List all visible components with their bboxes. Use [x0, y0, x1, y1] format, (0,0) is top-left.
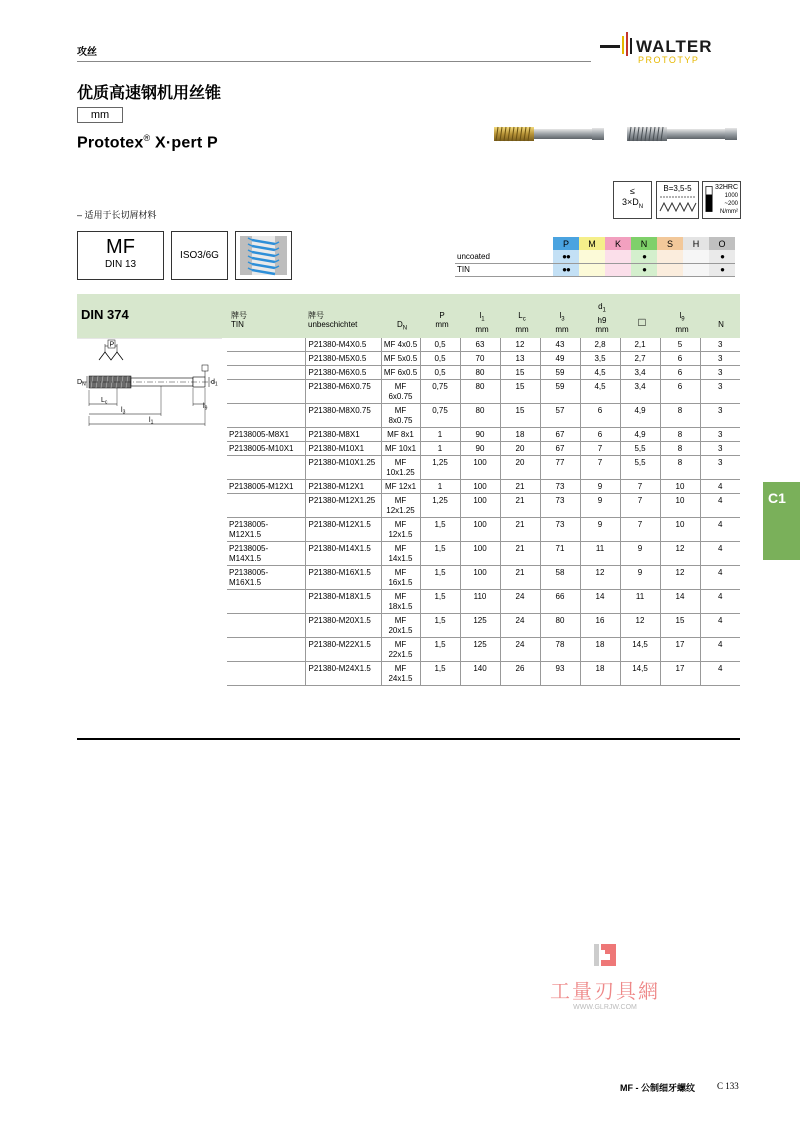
table-cell: 12: [660, 542, 700, 566]
watermark-text: 工量刃具網: [550, 981, 660, 1003]
table-cell: 21: [500, 518, 540, 542]
table-cell: 4,5: [580, 366, 620, 380]
table-cell: 1,5: [420, 590, 460, 614]
table-cell: P2138005-M12X1: [227, 480, 305, 494]
table-row: [227, 366, 740, 380]
table-cell: 80: [540, 614, 580, 638]
table-cell: 0,75: [420, 404, 460, 428]
table-cell: 3: [700, 352, 740, 366]
table-cell: 15: [660, 614, 700, 638]
table-title: DIN 374: [81, 307, 129, 322]
table-cell: MF 6x0.5: [381, 366, 420, 380]
table-cell: 1,5: [420, 518, 460, 542]
table-cell: P21380-M4X0.5: [305, 338, 381, 352]
table-cell: 24: [500, 614, 540, 638]
table-cell: 1,25: [420, 494, 460, 518]
mat-col-k: K: [605, 237, 631, 250]
table-cell: 9: [620, 566, 660, 590]
table-cell: MF 10x1: [381, 442, 420, 456]
table-cell: [227, 404, 305, 428]
table-cell: 67: [540, 428, 580, 442]
mat-col-n: N: [631, 237, 657, 250]
tap-image-tin: [492, 124, 607, 144]
table-cell: MF 20x1.5: [381, 614, 420, 638]
table-cell: 17: [660, 662, 700, 686]
table-cell: 8: [660, 442, 700, 456]
table-cell: 3: [700, 338, 740, 352]
table-cell: P21380-M18X1.5: [305, 590, 381, 614]
table-cell: 13: [500, 352, 540, 366]
table-cell: 7: [620, 480, 660, 494]
table-cell: MF 22x1.5: [381, 638, 420, 662]
table-cell: 4,5: [580, 380, 620, 404]
table-cell: 5: [660, 338, 700, 352]
table-cell: 9: [580, 518, 620, 542]
table-cell: 8: [660, 456, 700, 480]
table-cell: 1,5: [420, 542, 460, 566]
table-row: [227, 352, 740, 366]
product-name-main: Prototex: [77, 134, 144, 152]
table-cell: 4: [700, 614, 740, 638]
table-cell: [227, 456, 305, 480]
table-cell: 93: [540, 662, 580, 686]
table-cell: [227, 590, 305, 614]
table-cell: 6: [660, 352, 700, 366]
table-cell: 80: [460, 380, 500, 404]
table-cell: 4: [700, 638, 740, 662]
product-title: 优质高速钢机用丝锥: [77, 85, 222, 102]
table-cell: 2,1: [620, 338, 660, 352]
header-l1: $l_1$ mm: [475, 311, 489, 334]
table-cell: 5,5: [620, 456, 660, 480]
table-cell: 1,5: [420, 662, 460, 686]
table-cell: 10: [660, 518, 700, 542]
table-cell: MF 8x1: [381, 428, 420, 442]
table-cell: 14: [580, 590, 620, 614]
table-cell: MF 14x1.5: [381, 542, 420, 566]
table-cell: 78: [540, 638, 580, 662]
header-dn: $D_N$: [396, 320, 408, 332]
table-cell: 59: [540, 366, 580, 380]
product-table: [227, 338, 740, 686]
table-cell: 4: [700, 542, 740, 566]
drawing-l9: $l_9$: [203, 403, 208, 412]
table-cell: 20: [500, 442, 540, 456]
table-cell: 3: [700, 380, 740, 404]
table-cell: 3,5: [580, 352, 620, 366]
table-cell: P21380-M10X1: [305, 442, 381, 456]
table-cell: 20: [500, 456, 540, 480]
thread-type-box: [77, 231, 164, 280]
header-l9: $l_9$ mm: [675, 311, 689, 334]
drawing-l1: $l_1$: [149, 417, 154, 426]
table-cell: P21380-M5X0.5: [305, 352, 381, 366]
table-cell: 1,5: [420, 614, 460, 638]
table-cell: 66: [540, 590, 580, 614]
table-cell: MF 5x0.5: [381, 352, 420, 366]
table-row: [227, 494, 740, 518]
table-cell: 8: [660, 404, 700, 428]
table-cell: 1,5: [420, 566, 460, 590]
table-cell: 9: [580, 494, 620, 518]
table-row: [227, 456, 740, 480]
table-cell: MF 16x1.5: [381, 566, 420, 590]
table-cell: 4: [700, 662, 740, 686]
table-cell: 4,9: [620, 428, 660, 442]
table-cell: 1,5: [420, 638, 460, 662]
table-cell: P2138005- M16X1.5: [227, 566, 305, 590]
table-cell: MF 12x1.5: [381, 518, 420, 542]
table-cell: 1,25: [420, 456, 460, 480]
table-cell: 110: [460, 590, 500, 614]
hrc-top: 32HRC: [715, 184, 738, 191]
watermark-logo-icon: [590, 940, 620, 970]
logo-word: WALTER: [636, 37, 713, 56]
table-cell: 6: [580, 404, 620, 428]
table-cell: P2138005- M14X1.5: [227, 542, 305, 566]
table-cell: MF 10x1.25: [381, 456, 420, 480]
table-cell: 80: [460, 366, 500, 380]
table-cell: 12: [500, 338, 540, 352]
table-cell: [227, 614, 305, 638]
header-tin: 牌号 TIN: [231, 311, 247, 329]
table-cell: 8: [660, 428, 700, 442]
table-cell: [227, 380, 305, 404]
table-cell: 73: [540, 518, 580, 542]
depth-line2: 3×D: [621, 197, 639, 207]
table-cell: 3: [700, 428, 740, 442]
table-cell: P2138005- M12X1.5: [227, 518, 305, 542]
page-number: C 133: [717, 1081, 739, 1091]
header-d1: $d_1$ h9 mm: [595, 302, 609, 334]
table-cell: 71: [540, 542, 580, 566]
table-cell: 125: [460, 614, 500, 638]
table-cell: 140: [460, 662, 500, 686]
table-cell: 21: [500, 542, 540, 566]
table-cell: P2138005-M8X1: [227, 428, 305, 442]
table-cell: MF 4x0.5: [381, 338, 420, 352]
table-cell: 24: [500, 638, 540, 662]
table-cell: P21380-M6X0.75: [305, 380, 381, 404]
table-cell: 3: [700, 404, 740, 428]
table-cell: MF 12x1: [381, 480, 420, 494]
table-cell: 4: [700, 480, 740, 494]
table-row: [227, 404, 740, 428]
table-cell: 24: [500, 590, 540, 614]
table-cell: 1: [420, 480, 460, 494]
header-lc: $L_c$ mm: [515, 311, 529, 334]
table-cell: 100: [460, 480, 500, 494]
table-row: [227, 566, 740, 590]
drawing-l3: $l_3$: [121, 407, 126, 416]
table-cell: 7: [620, 494, 660, 518]
table-row: [227, 442, 740, 456]
table-cell: 4: [700, 566, 740, 590]
table-cell: P21380-M12X1.25: [305, 494, 381, 518]
mat-row-tin: TIN ●● ● ●: [455, 263, 735, 276]
table-cell: 73: [540, 480, 580, 494]
table-cell: 4: [700, 518, 740, 542]
table-row: [227, 380, 740, 404]
depth-sub: N: [638, 203, 644, 210]
table-cell: 49: [540, 352, 580, 366]
table-cell: 14,5: [620, 662, 660, 686]
table-cell: 59: [540, 380, 580, 404]
mat-row-uncoated: uncoated ●● ● ●: [455, 250, 735, 263]
watermark: [535, 940, 675, 1011]
table-cell: MF 24x1.5: [381, 662, 420, 686]
header-uncoated: 牌号 unbeschichtet: [308, 311, 358, 329]
suitability-note: – 适用于长切屑材料: [77, 210, 157, 220]
mat-col-m: M: [579, 237, 605, 250]
depth-line1: ≤: [630, 186, 635, 196]
table-cell: 77: [540, 456, 580, 480]
table-cell: [227, 338, 305, 352]
table-cell: 4: [700, 494, 740, 518]
table-row: [227, 614, 740, 638]
unit-box: mm: [77, 107, 123, 123]
table-bottom-rule: [77, 738, 740, 740]
table-cell: 12: [660, 566, 700, 590]
table-cell: 7: [620, 518, 660, 542]
table-cell: 9: [580, 480, 620, 494]
table-cell: 43: [540, 338, 580, 352]
table-cell: 90: [460, 428, 500, 442]
table-cell: P21380-M8X0.75: [305, 404, 381, 428]
table-cell: P21380-M10X1.25: [305, 456, 381, 480]
table-cell: MF 8x0.75: [381, 404, 420, 428]
table-cell: 100: [460, 518, 500, 542]
table-cell: P21380-M20X1.5: [305, 614, 381, 638]
table-cell: 6: [580, 428, 620, 442]
table-cell: 17: [660, 638, 700, 662]
table-cell: 100: [460, 566, 500, 590]
table-cell: P21380-M22X1.5: [305, 638, 381, 662]
table-row: [227, 662, 740, 686]
header-n: N: [718, 320, 724, 329]
table-cell: 12: [580, 566, 620, 590]
table-cell: 11: [580, 542, 620, 566]
hardness-icon: [702, 181, 741, 219]
table-cell: 12: [620, 614, 660, 638]
table-cell: 26: [500, 662, 540, 686]
table-cell: 73: [540, 494, 580, 518]
table-cell: 2,8: [580, 338, 620, 352]
table-cell: MF 18x1.5: [381, 590, 420, 614]
table-cell: 3: [700, 442, 740, 456]
table-cell: 4: [700, 590, 740, 614]
table-cell: [227, 494, 305, 518]
section-tab[interactable]: C1: [763, 482, 800, 560]
table-row: [227, 542, 740, 566]
logo-sub: PROTOTYP: [638, 55, 700, 65]
table-cell: 58: [540, 566, 580, 590]
table-cell: 9: [620, 542, 660, 566]
table-cell: 90: [460, 442, 500, 456]
header-p: P mm: [435, 311, 449, 329]
table-cell: P21380-M12X1.5: [305, 518, 381, 542]
table-cell: [227, 662, 305, 686]
table-cell: 0,5: [420, 338, 460, 352]
header-category: 攻丝: [77, 47, 97, 58]
table-cell: 6: [660, 366, 700, 380]
table-cell: 6: [660, 380, 700, 404]
drawing-lc: $L_c$: [101, 397, 108, 406]
table-cell: 63: [460, 338, 500, 352]
mat-col-h: H: [683, 237, 709, 250]
header-square: □: [638, 315, 646, 329]
table-row: [227, 590, 740, 614]
mat-col-p: P: [553, 237, 579, 250]
table-cell: 21: [500, 480, 540, 494]
table-cell: 14: [660, 590, 700, 614]
table-cell: 100: [460, 494, 500, 518]
table-cell: 0,5: [420, 352, 460, 366]
drawing-d1: $d_1$: [211, 379, 218, 388]
table-cell: 1: [420, 428, 460, 442]
table-cell: P21380-M24X1.5: [305, 662, 381, 686]
table-cell: 3: [700, 456, 740, 480]
hrc-line3: N/mm²: [720, 209, 738, 215]
product-name-suffix: X·pert P: [150, 134, 218, 152]
tolerance-box: ISO3/6G: [171, 231, 228, 280]
hrc-line1: 1000: [724, 193, 738, 199]
blind-hole-icon: [656, 181, 699, 219]
table-cell: [227, 638, 305, 662]
table-row: [227, 480, 740, 494]
table-cell: 10: [660, 480, 700, 494]
table-cell: 70: [460, 352, 500, 366]
hardness-bar-icon: [705, 184, 713, 214]
table-cell: 3: [700, 366, 740, 380]
thread-standard: DIN 13: [104, 259, 137, 270]
table-cell: 11: [620, 590, 660, 614]
mat-row-label: TIN: [455, 263, 553, 276]
table-cell: 1: [420, 442, 460, 456]
table-cell: 14,5: [620, 638, 660, 662]
header-l3: $l_3$ mm: [555, 311, 569, 334]
table-cell: 80: [460, 404, 500, 428]
b-label: B=3,5-5: [663, 184, 692, 193]
table-cell: MF 6x0.75: [381, 380, 420, 404]
table-cell: [227, 366, 305, 380]
tap-drawing: [77, 338, 222, 438]
table-cell: 18: [580, 638, 620, 662]
table-cell: P21380-M8X1: [305, 428, 381, 442]
mat-row-label: uncoated: [455, 250, 553, 263]
table-cell: 5,5: [620, 442, 660, 456]
table-row: [227, 428, 740, 442]
drawing-p: P: [109, 341, 115, 349]
table-cell: 4,9: [620, 404, 660, 428]
table-cell: 0,75: [420, 380, 460, 404]
table-cell: 21: [500, 494, 540, 518]
table-cell: 100: [460, 542, 500, 566]
table-cell: P2138005-M10X1: [227, 442, 305, 456]
table-cell: 7: [580, 456, 620, 480]
registered-mark: ®: [143, 133, 151, 143]
table-cell: 3,4: [620, 366, 660, 380]
table-cell: 67: [540, 442, 580, 456]
mat-col-o: O: [709, 237, 735, 250]
table-cell: 15: [500, 366, 540, 380]
table-cell: 3,4: [620, 380, 660, 404]
table-cell: 15: [500, 404, 540, 428]
table-cell: 2,7: [620, 352, 660, 366]
walter-logo: [598, 30, 743, 66]
table-cell: 100: [460, 456, 500, 480]
tap-image-uncoated: [625, 124, 740, 144]
footer-section: MF - 公制细牙螺纹: [620, 1083, 695, 1093]
material-table: [455, 237, 735, 277]
table-cell: 18: [580, 662, 620, 686]
wave-icon: [658, 193, 698, 215]
thread-depth-icon: [613, 181, 652, 219]
table-cell: P21380-M16X1.5: [305, 566, 381, 590]
table-cell: 125: [460, 638, 500, 662]
table-cell: 21: [500, 566, 540, 590]
table-cell: MF 12x1.25: [381, 494, 420, 518]
table-row: [227, 638, 740, 662]
table-row: [227, 338, 740, 352]
table-cell: P21380-M6X0.5: [305, 366, 381, 380]
table-cell: P21380-M14X1.5: [305, 542, 381, 566]
table-cell: 0,5: [420, 366, 460, 380]
watermark-url: WWW.GLRJW.COM: [573, 1004, 637, 1011]
hrc-line2: ~200: [724, 201, 738, 207]
threaded-hole-icon: [235, 231, 292, 280]
table-cell: P21380-M12X1: [305, 480, 381, 494]
thread-type: MF: [106, 236, 135, 258]
product-name: [77, 133, 218, 152]
table-cell: [227, 352, 305, 366]
table-cell: 57: [540, 404, 580, 428]
table-cell: 7: [580, 442, 620, 456]
table-cell: 16: [580, 614, 620, 638]
mat-col-s: S: [657, 237, 683, 250]
table-cell: 15: [500, 380, 540, 404]
header-divider: [77, 61, 591, 62]
table-cell: 18: [500, 428, 540, 442]
table-cell: 10: [660, 494, 700, 518]
drawing-dn: $D_N$: [77, 379, 86, 388]
table-row: [227, 518, 740, 542]
